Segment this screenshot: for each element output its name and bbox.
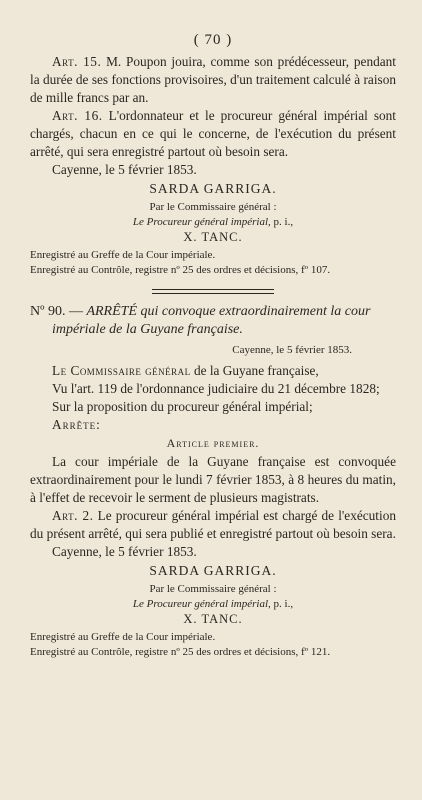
registration-greffe: Enregistré au Greffe de la Cour impériale. (30, 249, 216, 261)
vu-clause: Vu l'art. 119 de l'ordonnance judiciaire du 21 décembre 1828; (52, 381, 380, 396)
decree-title: ARRÊTÉ qui convoque extraordinairement la cour impériale de la Guyane française. (52, 304, 371, 337)
decree-dash: — (65, 304, 87, 319)
article-1-text: La cour impériale de la Guyane française est convoquée extraordinairement pour le lundi 7 février 1853, à 8 heures du matin, à l'effet de recevoir le serment de plusieurs magistrats. (30, 454, 396, 505)
decree-90-registration-greffe: Enregistré au Greffe de la Cour impériale. (30, 631, 216, 643)
decree-90-signature: SARDA GARRIGA. (149, 563, 277, 578)
section-divider (152, 289, 274, 294)
procureur-line (30, 215, 396, 230)
article-15-text: M. Poupon jouira, comme son prédécesseur, pendant la durée de ses fonctions provisoires, d'un traitement calculé à raison de mille francs par an. (30, 54, 396, 105)
signature: SARDA GARRIGA. (149, 181, 277, 196)
procureur-title: Le Procureur général impérial, (132, 216, 271, 228)
par-commissaire: Par le Commissaire général : (149, 201, 277, 213)
decree-90-date: Cayenne, le 5 février 1853. (52, 544, 197, 559)
decree-number: Nº 90. (30, 304, 66, 319)
decree-90-procureur-suffix: p. i., (270, 598, 294, 610)
commissaire-rest: de la Guyane française, (190, 363, 319, 378)
commissaire-line (30, 362, 396, 380)
page-number: ( 70 ) (193, 32, 233, 48)
decree-heading (30, 303, 396, 339)
article-16-label: Art. 16. (52, 108, 103, 123)
article-2-label: Art. 2. (52, 508, 94, 523)
decree-90-procureur-line (30, 597, 396, 612)
article-16 (30, 107, 396, 161)
registration-controle: Enregistré au Contrôle, registre nº 25 des ordres et décisions, fº 107. (30, 264, 331, 276)
article-16-text: L'ordonnateur et le procureur général impérial sont chargés, chacun en ce qui le concerne, de l'exécution du présent arrêté, qui sera enregistré partout où besoin sera. (30, 108, 396, 159)
procureur-suffix: p. i., (270, 216, 294, 228)
article-2 (30, 507, 396, 543)
decree-90 (30, 303, 396, 660)
sur-clause: Sur la proposition du procureur général impérial; (52, 399, 313, 414)
decree-90-registration-controle: Enregistré au Contrôle, registre nº 25 des ordres et décisions, fº 121. (30, 646, 331, 658)
commissaire-title: Le Commissaire général (52, 363, 191, 378)
date-line: Cayenne, le 5 février 1853. (52, 162, 197, 177)
decree-90-second-signature: X. TANC. (183, 612, 243, 626)
arrete-word: Arrête: (52, 417, 101, 432)
decree-89-ending (30, 53, 396, 278)
second-signature: X. TANC. (183, 230, 243, 244)
article-2-text: Le procureur général impérial est chargé de l'exécution du présent arrêté, qui sera publié et enregistré partout où besoin sera. (30, 508, 396, 541)
article-15 (30, 53, 396, 107)
decree-90-procureur-title: Le Procureur général impérial, (132, 598, 271, 610)
decree-date-header: Cayenne, le 5 février 1853. (232, 344, 352, 356)
article-15-label: Art. 15. (52, 54, 102, 69)
decree-90-par-commissaire: Par le Commissaire général : (149, 583, 277, 595)
article-premier-heading: Article premier. (166, 436, 260, 450)
